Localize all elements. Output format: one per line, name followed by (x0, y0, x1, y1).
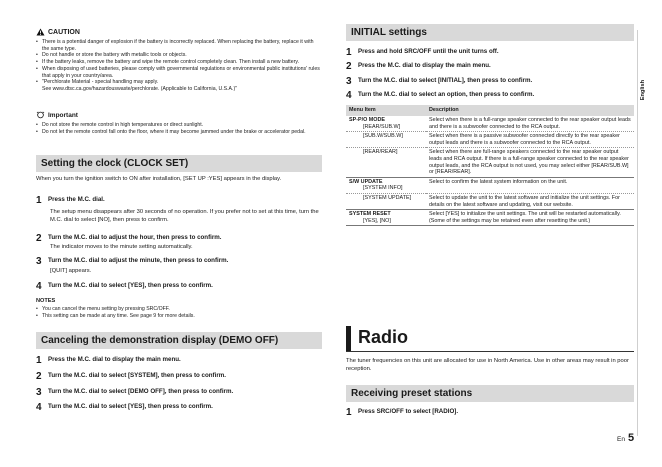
side-tab-rule (637, 30, 638, 436)
caution-bullet: • Do not handle or store the battery with metallic tools or objects. (36, 52, 321, 59)
table-cell-item (346, 193, 426, 209)
demo-step-4 (36, 403, 320, 412)
step-number: 1 (36, 355, 42, 366)
menu-item-name: S/W UPDATE (349, 178, 383, 185)
initial-section-title: INITIAL settings (346, 24, 634, 41)
menu-item-option: [REAR/REAR] (363, 149, 398, 156)
step-number: 4 (346, 90, 352, 101)
table-row (346, 132, 634, 148)
radio-heading (346, 326, 634, 352)
step-subtext: The indicator moves to the minute setting automatically. (50, 244, 193, 250)
demo-step-3 (36, 388, 320, 397)
note-bullet: • You can cancel the menu setting by pressing SRC/OFF. (36, 306, 321, 313)
step-text: Press the M.C. dial. (48, 196, 105, 203)
table-header: Description (426, 105, 634, 116)
menu-item-option: [SUB.W/SUB.W] (363, 133, 403, 140)
step-text: Turn the M.C. dial to select an option, then press to confirm. (358, 91, 535, 98)
table-row (346, 177, 634, 193)
table-cell-desc: Select when there are full-range speakers connected to the rear speaker output leads and RCA output. If there is a full-range speaker connected to the rear speaker output leads, and the RCA output is not used, you may select either [REAR/SUB.W] or [REAR/REAR]. (426, 148, 634, 177)
step-subtext: [QUIT] appears. (50, 268, 92, 274)
step-number: 3 (346, 76, 352, 87)
caution-list (36, 39, 321, 93)
step-subtext: The setup menu disappears after 30 seconds of no operation. If you prefer not to set at this time, turn the M.C. dial to select [NO], then press to confirm. (50, 209, 319, 223)
notes-title: NOTES (36, 298, 56, 304)
step-number: 3 (36, 256, 42, 267)
demo-step-1 (36, 356, 320, 365)
step-text: Press and hold SRC/OFF until the unit turns off. (358, 48, 499, 55)
step-text: Turn the M.C. dial to select [SYSTEM], then press to confirm. (48, 372, 226, 379)
menu-item-name: SYSTEM RESET (349, 211, 391, 218)
notes-list (36, 306, 321, 319)
step-number: 4 (36, 281, 42, 292)
demo-section-title: Canceling the demonstration display (DEMO OFF) (36, 332, 322, 349)
table-row (346, 148, 634, 177)
caution-bullet: • "Perchlorate Material - special handling may apply. (36, 79, 321, 86)
page-num: 5 (627, 432, 635, 444)
step-number: 2 (36, 233, 42, 244)
table-row (346, 210, 634, 226)
radio-heading-marker (346, 326, 351, 351)
step-text: Press the M.C. dial to display the main menu. (358, 62, 491, 69)
important-list (36, 122, 321, 135)
step-text: Turn the M.C. dial to select [DEMO OFF], then press to confirm. (48, 388, 234, 395)
clock-step-2 (36, 234, 320, 243)
table-row (346, 116, 634, 132)
step-number: 1 (346, 47, 352, 58)
table-cell-item (346, 148, 426, 177)
table-row (346, 193, 634, 209)
caution-bullet: • There is a potential danger of explosion if the battery is incorrectly replaced. When replacing the battery, replace it with the same type. (36, 39, 321, 52)
step-number: 4 (36, 402, 42, 413)
language-tab: English (640, 80, 646, 101)
caution-bullet: • If the battery leaks, remove the battery and wipe the remote control completely clean. Then install a new battery. (36, 59, 321, 66)
important-heading (36, 111, 78, 119)
step-text: Press the M.C. dial to display the main menu. (48, 356, 181, 363)
warning-icon (36, 28, 45, 36)
step-text: Turn the M.C. dial to adjust the hour, then press to confirm. (48, 234, 222, 241)
preset-section-title: Receiving preset stations (346, 385, 634, 402)
step-text: Turn the M.C. dial to adjust the minute, then press to confirm. (48, 257, 229, 264)
table-cell-item (346, 116, 426, 132)
initial-step-4 (346, 91, 634, 100)
radio-title: Radio (358, 327, 409, 347)
step-number: 1 (346, 407, 352, 418)
clock-step-3 (36, 257, 320, 266)
important-bullet: • Do not store the remote control in high temperatures or direct sunlight. (36, 122, 321, 129)
table-cell-desc: Select when there is a full-range speaker connected to the rear speaker output leads and there is a subwoofer connected to the RCA output. (426, 116, 634, 132)
clock-intro: When you turn the ignition switch to ON after installation, [SET UP :YES] appears in the display. (36, 176, 282, 182)
preset-step-1 (346, 408, 634, 417)
step-number: 2 (346, 61, 352, 72)
clock-step-4 (36, 282, 320, 291)
important-title: Important (48, 111, 78, 119)
step-text: Press SRC/OFF to select [RADIO]. (358, 408, 459, 415)
table-cell-desc: Select to confirm the latest system information on the unit. (426, 177, 634, 193)
initial-step-3 (346, 77, 634, 86)
note-bullet: • This setting can be made at any time. See page 9 for more details. (36, 313, 321, 320)
important-icon (36, 111, 45, 119)
initial-menu-table (346, 105, 634, 226)
table-cell-desc: Select to update the unit to the latest software and initialize the unit settings. For details on the latest software and updating, visit our website. (426, 193, 634, 209)
menu-item-option: [SYSTEM INFO] (363, 185, 403, 192)
menu-item-option: [YES], [NO] (363, 217, 391, 224)
demo-step-2 (36, 372, 320, 381)
clock-step-1 (36, 196, 320, 205)
table-cell-item (346, 210, 426, 226)
table-cell-desc: Select when there is a passive subwoofer connected directly to the rear speaker output leads and there is a subwoofer connected to the RCA output. (426, 132, 634, 148)
table-header: Menu Item (346, 105, 426, 116)
page-number (617, 432, 634, 444)
radio-intro: The tuner frequencies on this unit are allocated for use in North America. Use in other areas may result in poor reception. (346, 358, 629, 372)
page-lang: En (617, 436, 625, 443)
initial-step-1 (346, 48, 634, 57)
table-cell-desc: Select [YES] to initialize the unit settings. The unit will be restarted automatically. (Some of the settings may be retained even after resetting the unit.) (426, 210, 634, 226)
step-number: 1 (36, 195, 42, 206)
step-number: 3 (36, 387, 42, 398)
caution-bullet: • When disposing of used batteries, please comply with governmental regulations or environmental public institutions' rules that apply in your country/area. (36, 66, 321, 79)
step-text: Turn the M.C. dial to select [YES], then press to confirm. (48, 403, 213, 410)
caution-heading (36, 28, 80, 36)
caution-bullet-cont: See www.dtsc.ca.gov/hazardouswaste/perchlorate. (Applicable to California, U.S.A.)" (42, 85, 238, 92)
caution-title: CAUTION (48, 28, 80, 36)
step-text: Turn the M.C. dial to select [YES], then press to confirm. (48, 282, 213, 289)
clock-section-title: Setting the clock (CLOCK SET) (36, 155, 322, 172)
initial-step-2 (346, 62, 634, 71)
step-text: Turn the M.C. dial to select [INITIAL], then press to confirm. (358, 77, 533, 84)
menu-item-option: [SYSTEM UPDATE] (363, 194, 412, 201)
table-header-row (346, 105, 634, 116)
step-number: 2 (36, 371, 42, 382)
menu-item-option: [REAR/SUB.W] (363, 123, 401, 130)
table-cell-item (346, 132, 426, 148)
important-bullet: • Do not let the remote control fall onto the floor, where it may become jammed under the brake or accelerator pedal. (36, 129, 321, 136)
table-cell-item (346, 177, 426, 193)
menu-item-name: SP-P/O MODE (349, 117, 385, 123)
